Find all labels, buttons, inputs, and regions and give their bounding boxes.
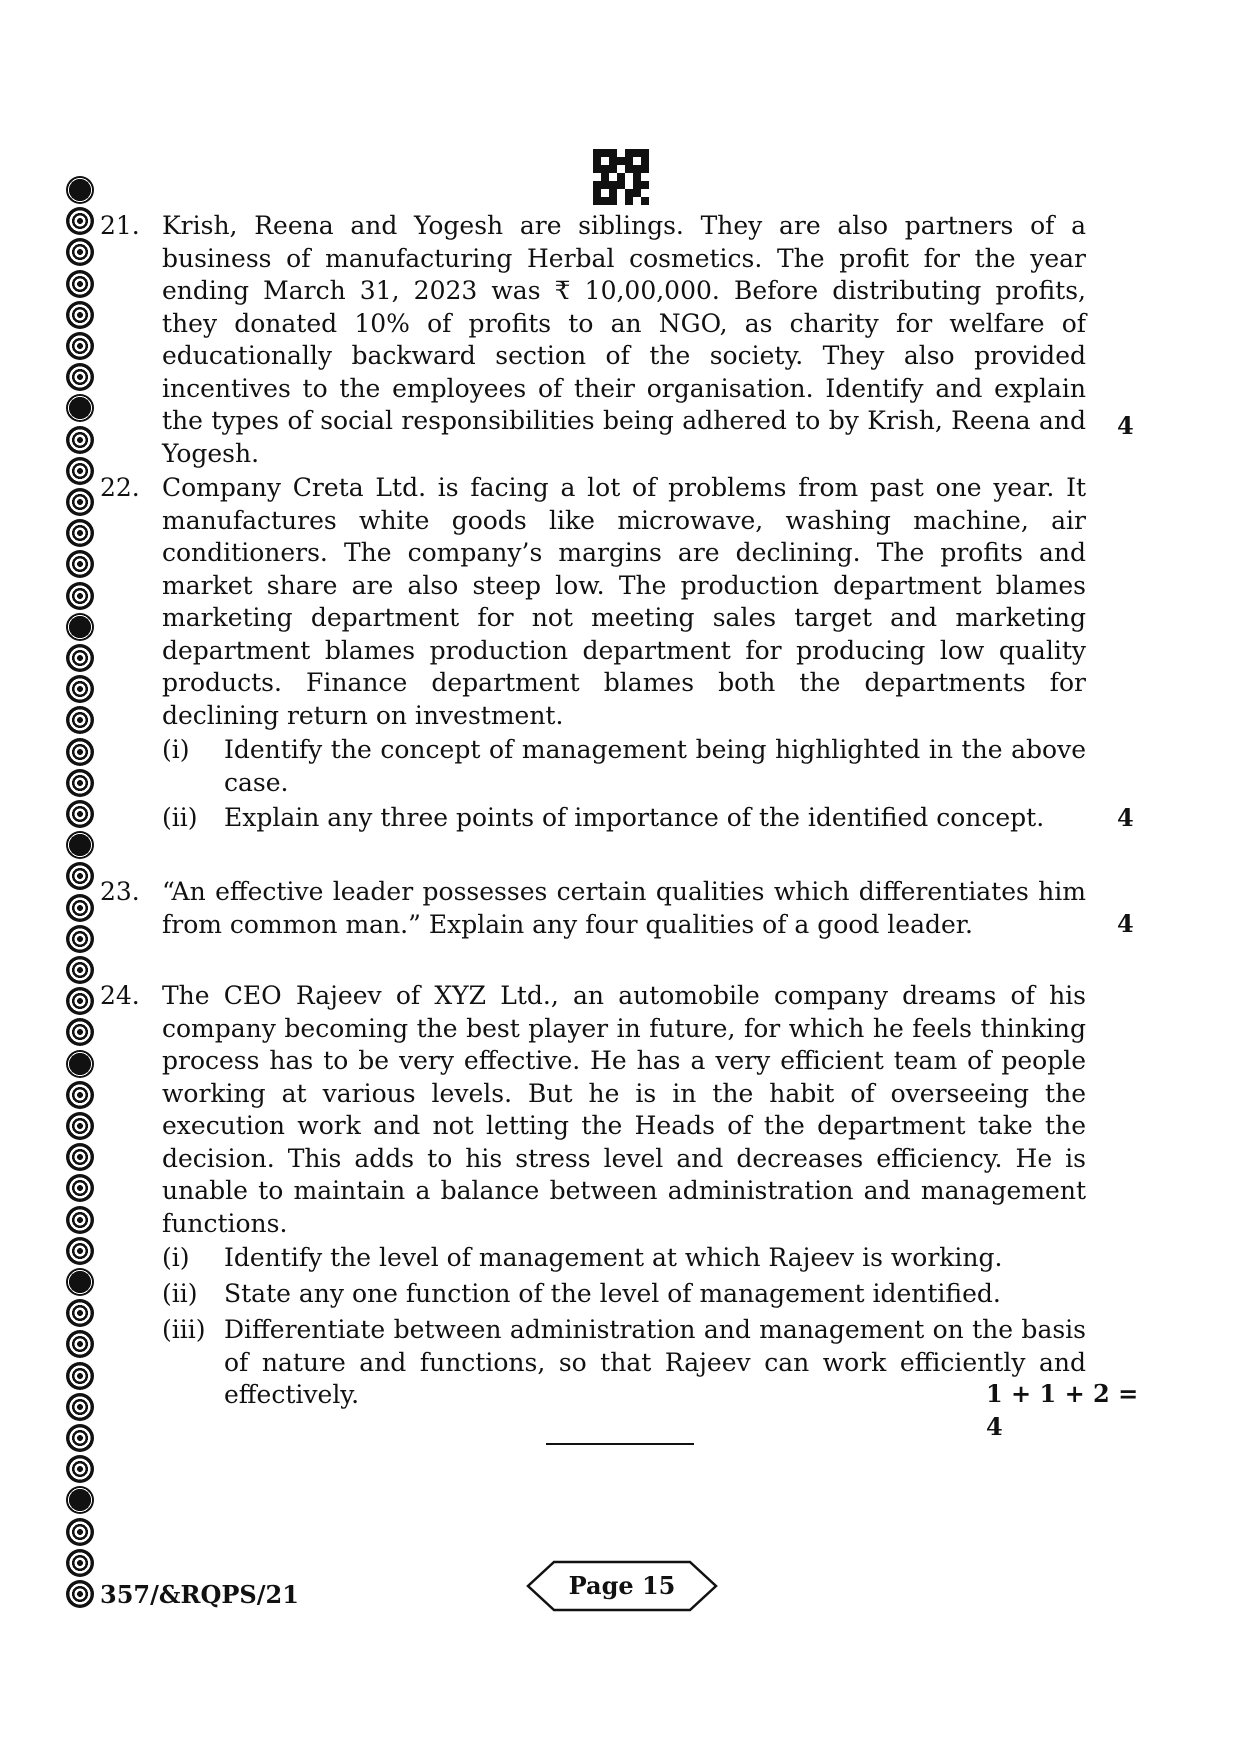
- concentric-circle-mark-icon: [66, 738, 94, 766]
- concentric-circle-mark-icon: [66, 270, 94, 298]
- margin-marks: [64, 176, 98, 1612]
- concentric-circle-mark-icon: [66, 1174, 94, 1202]
- concentric-circle-mark-icon: [66, 426, 94, 454]
- part-number: (iii): [162, 1315, 206, 1344]
- concentric-circle-mark-icon: [66, 301, 94, 329]
- solid-circle-mark-icon: [66, 1486, 94, 1514]
- concentric-circle-mark-icon: [66, 894, 94, 922]
- concentric-circle-mark-icon: [66, 238, 94, 266]
- concentric-circle-mark-icon: [66, 769, 94, 797]
- question-marks: 1 + 1 + 2 = 4: [986, 1379, 1139, 1441]
- concentric-circle-mark-icon: [66, 925, 94, 953]
- concentric-circle-mark-icon: [66, 488, 94, 516]
- concentric-circle-mark-icon: [66, 1580, 94, 1608]
- concentric-circle-mark-icon: [66, 550, 94, 578]
- question-text: The CEO Rajeev of XYZ Ltd., an automobile company dreams of his company becoming the best player in future, for which he feels thinking process has to be very effective. He has a very efficient team of people working at various levels. But he is in the habit of overseeing the execution work and not letting the Heads of the department take the decision. This adds to his stress level and decreases efficiency. He is unable to maintain a balance between administration and management functions.: [162, 981, 1086, 1238]
- part-text: Identify the concept of management being highlighted in the above case.: [224, 735, 1086, 797]
- concentric-circle-mark-icon: [66, 519, 94, 547]
- concentric-circle-mark-icon: [66, 862, 94, 890]
- question-23: [100, 876, 1150, 946]
- solid-circle-mark-icon: [66, 1050, 94, 1078]
- concentric-circle-mark-icon: [66, 582, 94, 610]
- question-24: [100, 980, 1150, 1441]
- concentric-circle-mark-icon: [66, 644, 94, 672]
- concentric-circle-mark-icon: [66, 1206, 94, 1234]
- paper-code: 357/&RQPS/21: [100, 1580, 299, 1609]
- concentric-circle-mark-icon: [66, 363, 94, 391]
- concentric-circle-mark-icon: [66, 1143, 94, 1171]
- part-number: (ii): [162, 803, 198, 832]
- concentric-circle-mark-icon: [66, 1330, 94, 1358]
- solid-circle-mark-icon: [66, 831, 94, 859]
- solid-circle-mark-icon: [66, 613, 94, 641]
- question-number: 24.: [100, 981, 140, 1010]
- concentric-circle-mark-icon: [66, 800, 94, 828]
- concentric-circle-mark-icon: [66, 1362, 94, 1390]
- part-number: (ii): [162, 1279, 198, 1308]
- solid-circle-mark-icon: [66, 394, 94, 422]
- concentric-circle-mark-icon: [66, 1081, 94, 1109]
- concentric-circle-mark-icon: [66, 956, 94, 984]
- concentric-circle-mark-icon: [66, 1424, 94, 1452]
- concentric-circle-mark-icon: [66, 1549, 94, 1577]
- page-number: Page 15: [568, 1571, 676, 1600]
- question-marks: 4: [1117, 909, 1134, 938]
- solid-circle-mark-icon: [66, 176, 94, 204]
- question-text: Company Creta Ltd. is facing a lot of problems from past one year. It manufactures white goods like microwave, washing machine, air conditioners. The company’s margins are declining. The profits and market share are also steep low. The production department blames marketing department for not meeting sales target and marketing department blames production department for producing low quality products. Finance department blames both the departments for declining return on investment.: [162, 473, 1086, 730]
- concentric-circle-mark-icon: [66, 207, 94, 235]
- page-number-badge: [526, 1560, 718, 1612]
- part-text: Identify the level of management at which Rajeev is working.: [224, 1243, 1003, 1272]
- concentric-circle-mark-icon: [66, 457, 94, 485]
- concentric-circle-mark-icon: [66, 675, 94, 703]
- question-21: [100, 210, 1150, 468]
- question-text: “An effective leader possesses certain qualities which differentiates him from common man.” Explain any four qualities of a good leader.: [162, 877, 1086, 939]
- concentric-circle-mark-icon: [66, 1393, 94, 1421]
- concentric-circle-mark-icon: [66, 1299, 94, 1327]
- concentric-circle-mark-icon: [66, 1455, 94, 1483]
- question-22: [100, 472, 1150, 842]
- question-marks: 4: [1117, 803, 1134, 832]
- part-text: State any one function of the level of management identified.: [224, 1279, 1001, 1308]
- question-number: 21.: [100, 211, 140, 240]
- part-number: (i): [162, 735, 190, 764]
- qr-code: [593, 149, 649, 205]
- part-number: (i): [162, 1243, 190, 1272]
- concentric-circle-mark-icon: [66, 1018, 94, 1046]
- question-number: 23.: [100, 877, 140, 906]
- concentric-circle-mark-icon: [66, 1518, 94, 1546]
- concentric-circle-mark-icon: [66, 987, 94, 1015]
- concentric-circle-mark-icon: [66, 1237, 94, 1265]
- part-text: Explain any three points of importance of the identified concept.: [224, 803, 1045, 832]
- question-text: Krish, Reena and Yogesh are siblings. They are also partners of a business of manufacturing Herbal cosmetics. The profit for the year ending March 31, 2023 was ₹ 10,00,000. Before distributing profits, they donated 10% of profits to an NGO, as charity for welfare of educationally backward section of the society. They also provided incentives to the employees of their organisation. Identify and explain the types of social responsibilities being adhered to by Krish, Reena and Yogesh.: [162, 211, 1086, 468]
- solid-circle-mark-icon: [66, 1268, 94, 1296]
- question-number: 22.: [100, 473, 140, 502]
- end-divider: [546, 1443, 694, 1445]
- concentric-circle-mark-icon: [66, 332, 94, 360]
- concentric-circle-mark-icon: [66, 1112, 94, 1140]
- part-text: Differentiate between administration and management on the basis of nature and functions, so that Rajeev can work efficiently and effectively.: [224, 1315, 1086, 1409]
- question-marks: 4: [1117, 411, 1134, 440]
- concentric-circle-mark-icon: [66, 706, 94, 734]
